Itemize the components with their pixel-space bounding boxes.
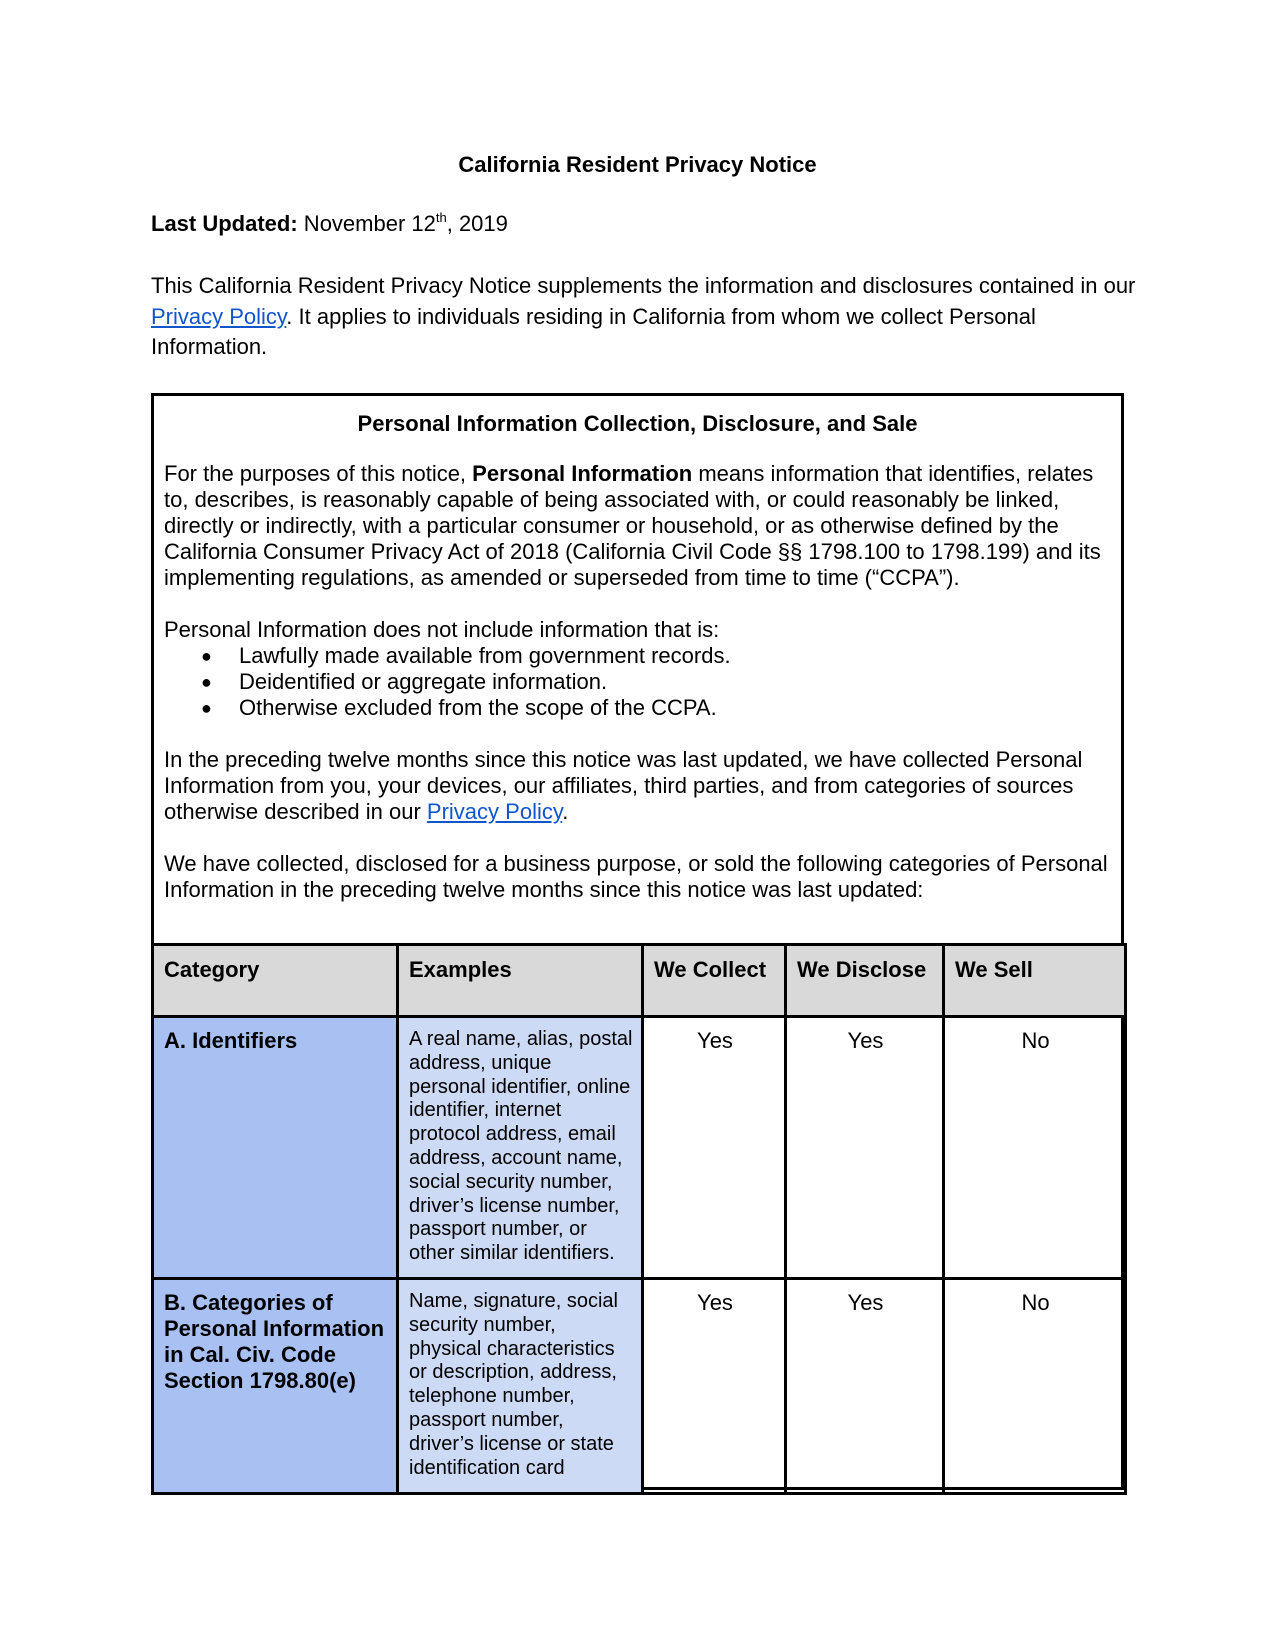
category-cell: B. Categories of Personal Information in Cal. Civ. Code Section 1798.80(e) (153, 1279, 398, 1494)
exclusions-intro: Personal Information does not include information that is: (164, 617, 720, 642)
privacy-policy-link-2[interactable]: Privacy Policy (426, 799, 563, 824)
sell-cell: No (944, 1017, 1126, 1279)
disclose-cell: Yes (786, 1279, 944, 1494)
list-item: ● Deidentified or aggregate information. (201, 669, 608, 694)
bullet-icon: ● (201, 672, 212, 692)
list-item: ● Lawfully made available from government records. (201, 643, 731, 668)
header-examples: Examples (398, 945, 643, 1017)
last-updated-date: November 12 (297, 211, 436, 236)
sources-text: In the preceding twelve months since this notice was last updated, we have collected Personal Information from you, your devices, our affiliates, third parties, and from categories of sources otherwise described in our (164, 747, 1083, 824)
privacy-policy-link[interactable]: Privacy Policy (151, 303, 287, 329)
definition-paragraph (164, 461, 1109, 591)
intro-text-end: . It applies to individuals residing in California from whom we collect Personal Information. (151, 303, 1036, 359)
category-cell: A. Identifiers (153, 1017, 398, 1279)
table-header-row (153, 945, 1126, 1017)
header-we-sell: We Sell (944, 945, 1126, 1017)
header-category: Category (153, 945, 398, 1017)
examples-cell: Name, signature, social security number, physical characteristics or description, address, telephone number, passport number, driver’s license or state identification card (398, 1279, 643, 1494)
box-heading: Personal Information Collection, Disclosure, and Sale (357, 411, 918, 436)
collection-disclosure-box (151, 393, 1124, 1490)
list-item: ● Otherwise excluded from the scope of the CCPA. (201, 695, 717, 720)
last-updated-year: , 2019 (446, 211, 508, 236)
sources-paragraph (164, 747, 1109, 825)
intro-text: This California Resident Privacy Notice supplements the information and disclosures contained in our (151, 273, 1136, 298)
examples-cell: A real name, alias, postal address, unique personal identifier, online identifier, internet protocol address, email address, account name, social security number, driver’s license number, passport number, or other similar identifiers. (398, 1017, 643, 1279)
bullet-icon: ● (201, 698, 212, 718)
collect-cell: Yes (643, 1017, 786, 1279)
sell-cell: No (944, 1279, 1126, 1494)
definition-term: Personal Information (472, 461, 693, 486)
categories-table (151, 943, 1127, 1495)
table-row (153, 1279, 1126, 1494)
definition-text: For the purposes of this notice, (164, 461, 473, 486)
collect-cell: Yes (643, 1279, 786, 1494)
exclusions-list (164, 643, 1109, 721)
table-row (153, 1017, 1126, 1279)
bullet-icon: ● (201, 646, 212, 666)
header-we-collect: We Collect (643, 945, 786, 1017)
categories-intro: We have collected, disclosed for a business purpose, or sold the following categories of Personal Information in the preceding twelve months since this notice was last updated: (164, 851, 1108, 902)
last-updated-date-suffix: th (435, 210, 447, 225)
last-updated (151, 209, 508, 239)
definition-text-end: means information that identifies, relates to, describes, is reasonably capable of being associated with, or could reasonably be linked, directly or indirectly, with a particular consumer or household, or as otherwise defined by the California Consumer Privacy Act of 2018 (California Civil Code §§ 1798.100 to 1798.199) and its implementing regulations, as amended or superseded from time to time (“CCPA”). (164, 461, 1101, 590)
sources-text-end: . (562, 799, 569, 824)
header-we-disclose: We Disclose (786, 945, 944, 1017)
disclose-cell: Yes (786, 1017, 944, 1279)
last-updated-label: Last Updated: (151, 211, 298, 236)
intro-paragraph (151, 271, 1136, 363)
box-body (164, 461, 1109, 903)
page-title: California Resident Privacy Notice (458, 152, 817, 177)
